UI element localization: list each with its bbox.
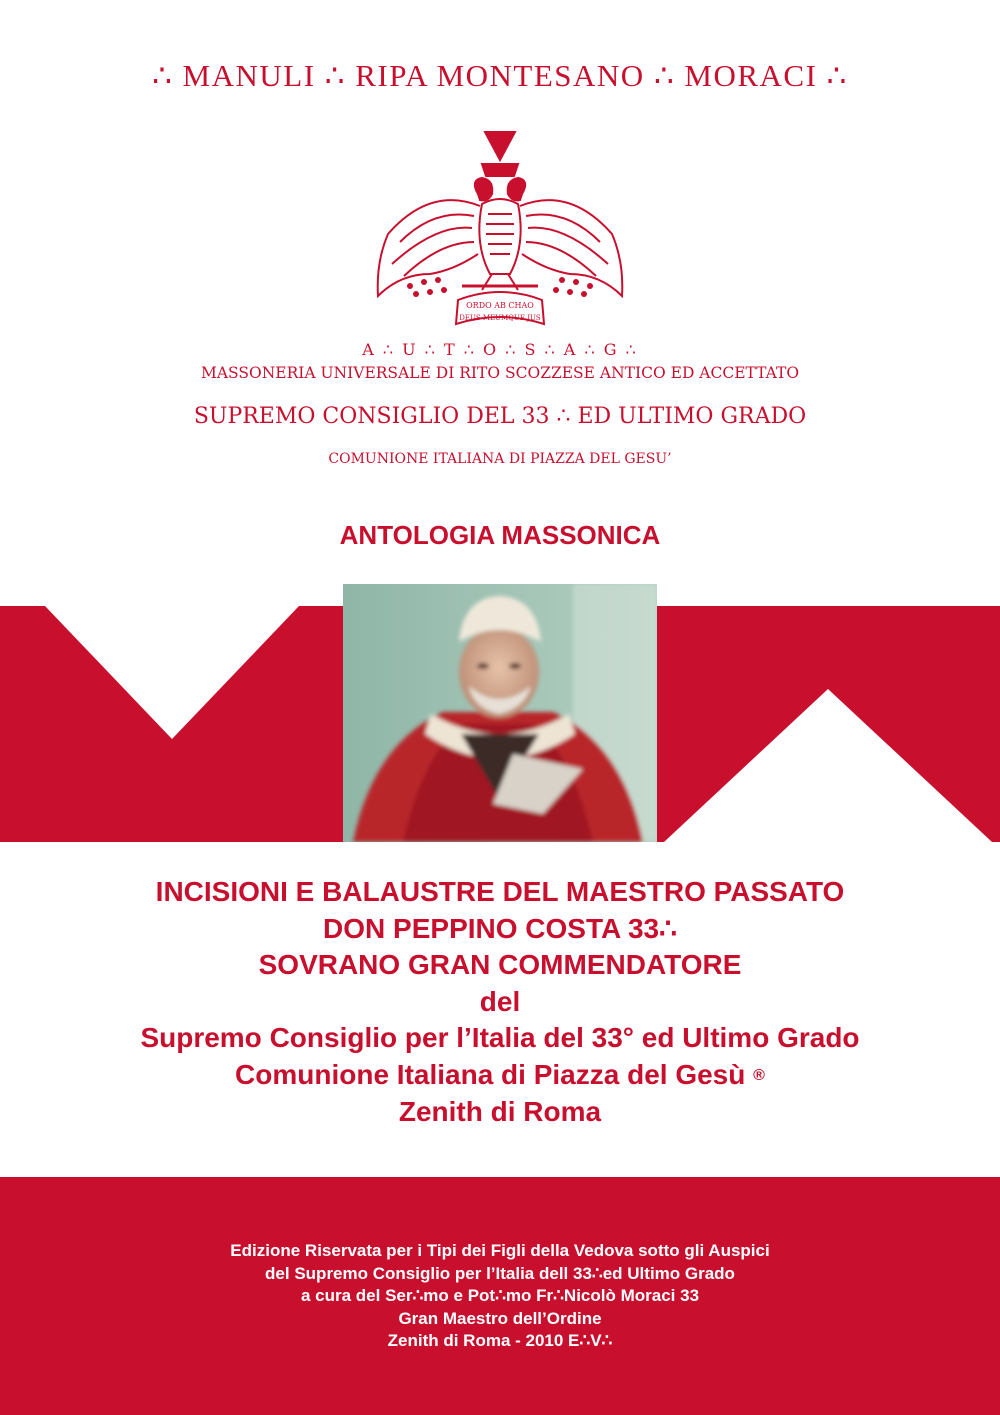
title-line-6-text: Comunione Italiana di Piazza del Gesù (235, 1058, 746, 1090)
main-title (0, 874, 1000, 1131)
council-name: SUPREMO CONSIGLIO DEL 33 ∴ ED ULTIMO GRADO (193, 404, 807, 429)
communion-name: COMUNIONE ITALIANA DI PIAZZA DEL GESU’ (328, 451, 672, 467)
double-headed-eagle-icon (370, 124, 630, 334)
institution-name: MASSONERIA UNIVERSALE DI RITO SCOZZESE ANTICO ED ACCETTATO (200, 364, 800, 382)
order-acronym: A ∴ U ∴ T ∴ O ∴ S ∴ A ∴ G ∴ (362, 340, 638, 359)
footer-line-1: Edizione Riservata per i Tipi dei Figli della Vedova sotto gli Auspici (230, 1241, 770, 1260)
authors-header: ∴ MANULI ∴ RIPA MONTESANO ∴ MORACI ∴ (152, 58, 848, 93)
footer-line-5: Zenith di Roma - 2010 E∴V∴ (387, 1331, 613, 1350)
title-line-1: INCISIONI E BALAUSTRE DEL MAESTRO PASSATO (155, 876, 845, 907)
title-line-3: SOVRANO GRAN COMMENDATORE (258, 949, 742, 980)
title-line-5: Supremo Consiglio per l’Italia del 33° ed Ultimo Grado (140, 1022, 860, 1053)
title-line-6 (0, 1057, 1000, 1095)
registered-mark: ® (753, 1066, 765, 1084)
emblem-motto-top: ORDO AB CHAO (466, 301, 534, 310)
portrait-photo (343, 584, 657, 842)
title-line-7: Zenith di Roma (398, 1096, 602, 1127)
footer-line-3: a cura del Ser∴mo e Pot∴mo Fr∴Nicolò Moraci 33 (300, 1286, 700, 1305)
title-line-2: DON PEPPINO COSTA 33∴ (323, 912, 677, 944)
series-title: ANTOLOGIA MASSONICA (339, 520, 661, 550)
footer-text (0, 1240, 1000, 1353)
footer-line-2: del Supremo Consiglio per l’Italia dell 33∴ed Ultimo Grado (265, 1263, 735, 1283)
emblem-motto-bottom: DEUS MEUMQUE JUS (459, 314, 541, 322)
footer-line-4: Gran Maestro dell’Ordine (398, 1308, 602, 1328)
title-line-4: del (479, 985, 521, 1017)
